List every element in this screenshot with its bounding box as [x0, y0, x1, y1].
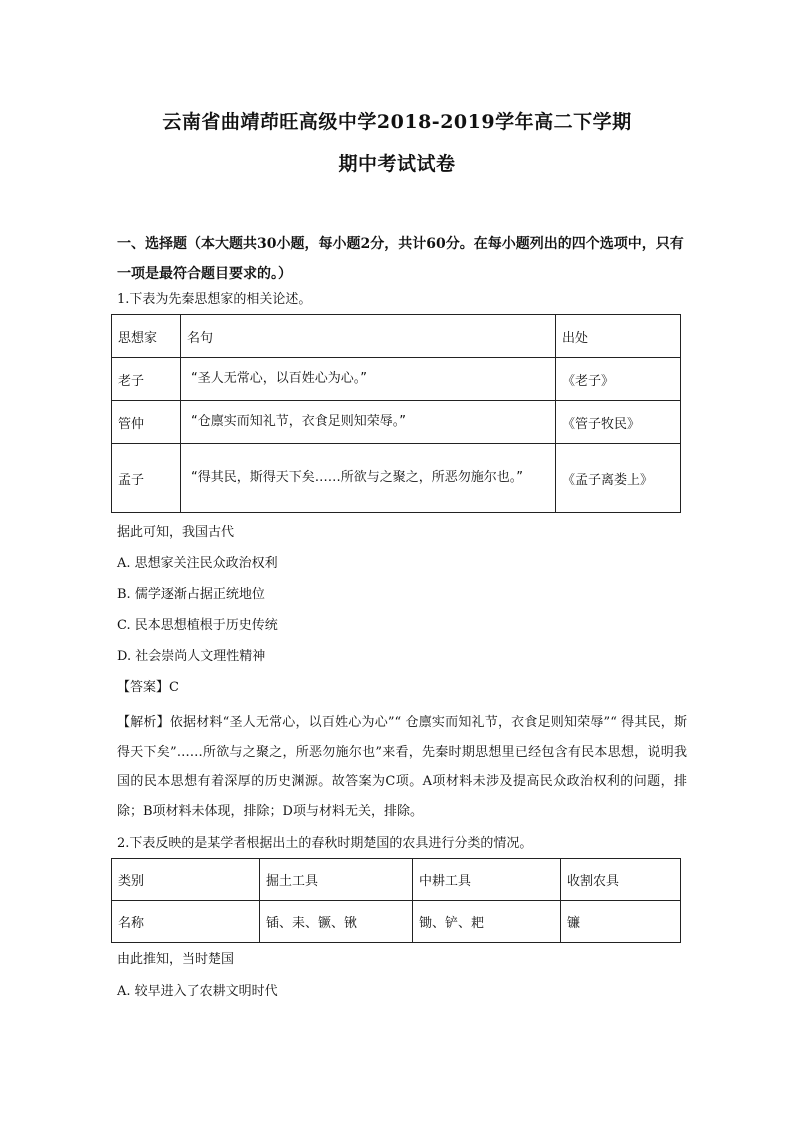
question-2-prompt: 由此推知，当时楚国: [117, 952, 235, 967]
table-cell: 管仲: [112, 401, 181, 444]
option-a: A. 较早进入了农耕文明时代: [117, 984, 278, 999]
table-cell: 《孟子离娄上》: [556, 444, 681, 513]
table-header-cell: 收割农具: [561, 859, 681, 901]
table-cell: 镰: [561, 901, 681, 943]
option-d: D. 社会崇尚人文理性精神: [117, 649, 266, 664]
exam-title: 云南省曲靖茚旺高级中学2018-2019学年高二下学期: [162, 111, 632, 133]
table-cell: 锄、铲、耙: [413, 901, 561, 943]
table-cell: “圣人无常心，以百姓心为心。”: [181, 358, 556, 401]
table-row: [112, 444, 681, 513]
table-header-cell: 掘土工具: [260, 859, 413, 901]
table-cell: “仓廪实而知礼节，衣食足则知荣辱。”: [181, 401, 556, 444]
table-header-cell: 出处: [556, 315, 681, 358]
section-heading: 一、选择题（本大题共30小题，每小题2分，共计60分。在每小题列出的四个选项中，只有一项是最符合题目要求的。）: [117, 236, 684, 282]
table-header-row: [112, 315, 681, 358]
table-cell: “得其民，斯得天下矣……所欲与之聚之，所恶勿施尔也。”: [181, 444, 556, 513]
table-row: [112, 401, 681, 444]
answer-line: 【答案】C: [117, 680, 179, 695]
table-header-cell: 中耕工具: [413, 859, 561, 901]
table-header-cell: 名句: [181, 315, 556, 358]
table-cell: 《管子牧民》: [556, 401, 681, 444]
table-cell: 《老子》: [556, 358, 681, 401]
table-row: [112, 901, 681, 943]
table-cell: 名称: [112, 901, 260, 943]
exam-subtitle: 期中考试试卷: [338, 153, 456, 175]
table-cell: 老子: [112, 358, 181, 401]
table-header-row: [112, 859, 681, 901]
question-1-prompt: 据此可知，我国古代: [117, 525, 235, 540]
table-header-cell: 类别: [112, 859, 260, 901]
question-1-stem: 1.下表为先秦思想家的相关论述。: [117, 292, 312, 307]
table-cell: 锸、耒、镢、锹: [260, 901, 413, 943]
question-2-table: [111, 858, 681, 943]
option-c: C. 民本思想植根于历史传统: [117, 618, 278, 633]
option-b: B. 儒学逐渐占据正统地位: [117, 587, 265, 602]
option-a: A. 思想家关注民众政治权利: [117, 556, 278, 571]
table-row: [112, 358, 681, 401]
table-header-cell: 思想家: [112, 315, 181, 358]
question-2-stem: 2.下表反映的是某学者根据出土的春秋时期楚国的农具进行分类的情况。: [117, 836, 533, 851]
question-1-table: [111, 314, 681, 513]
table-cell: 孟子: [112, 444, 181, 513]
analysis-paragraph: 【解析】依据材料“圣人无常心，以百姓心为心”“ 仓廪实而知礼节，衣食足则知荣辱”“ 得其民，斯得天下矣”……所欲与之聚之，所恶勿施尔也”来看，先秦时期思想里已经包含有民本思想，说明我国的民本思想有着深厚的历史渊源。故答案为C项。A项材料未涉及提高民众政治权利的问题，排除；B项材料未体现，排除；D项与材料无关，排除。: [117, 715, 687, 819]
